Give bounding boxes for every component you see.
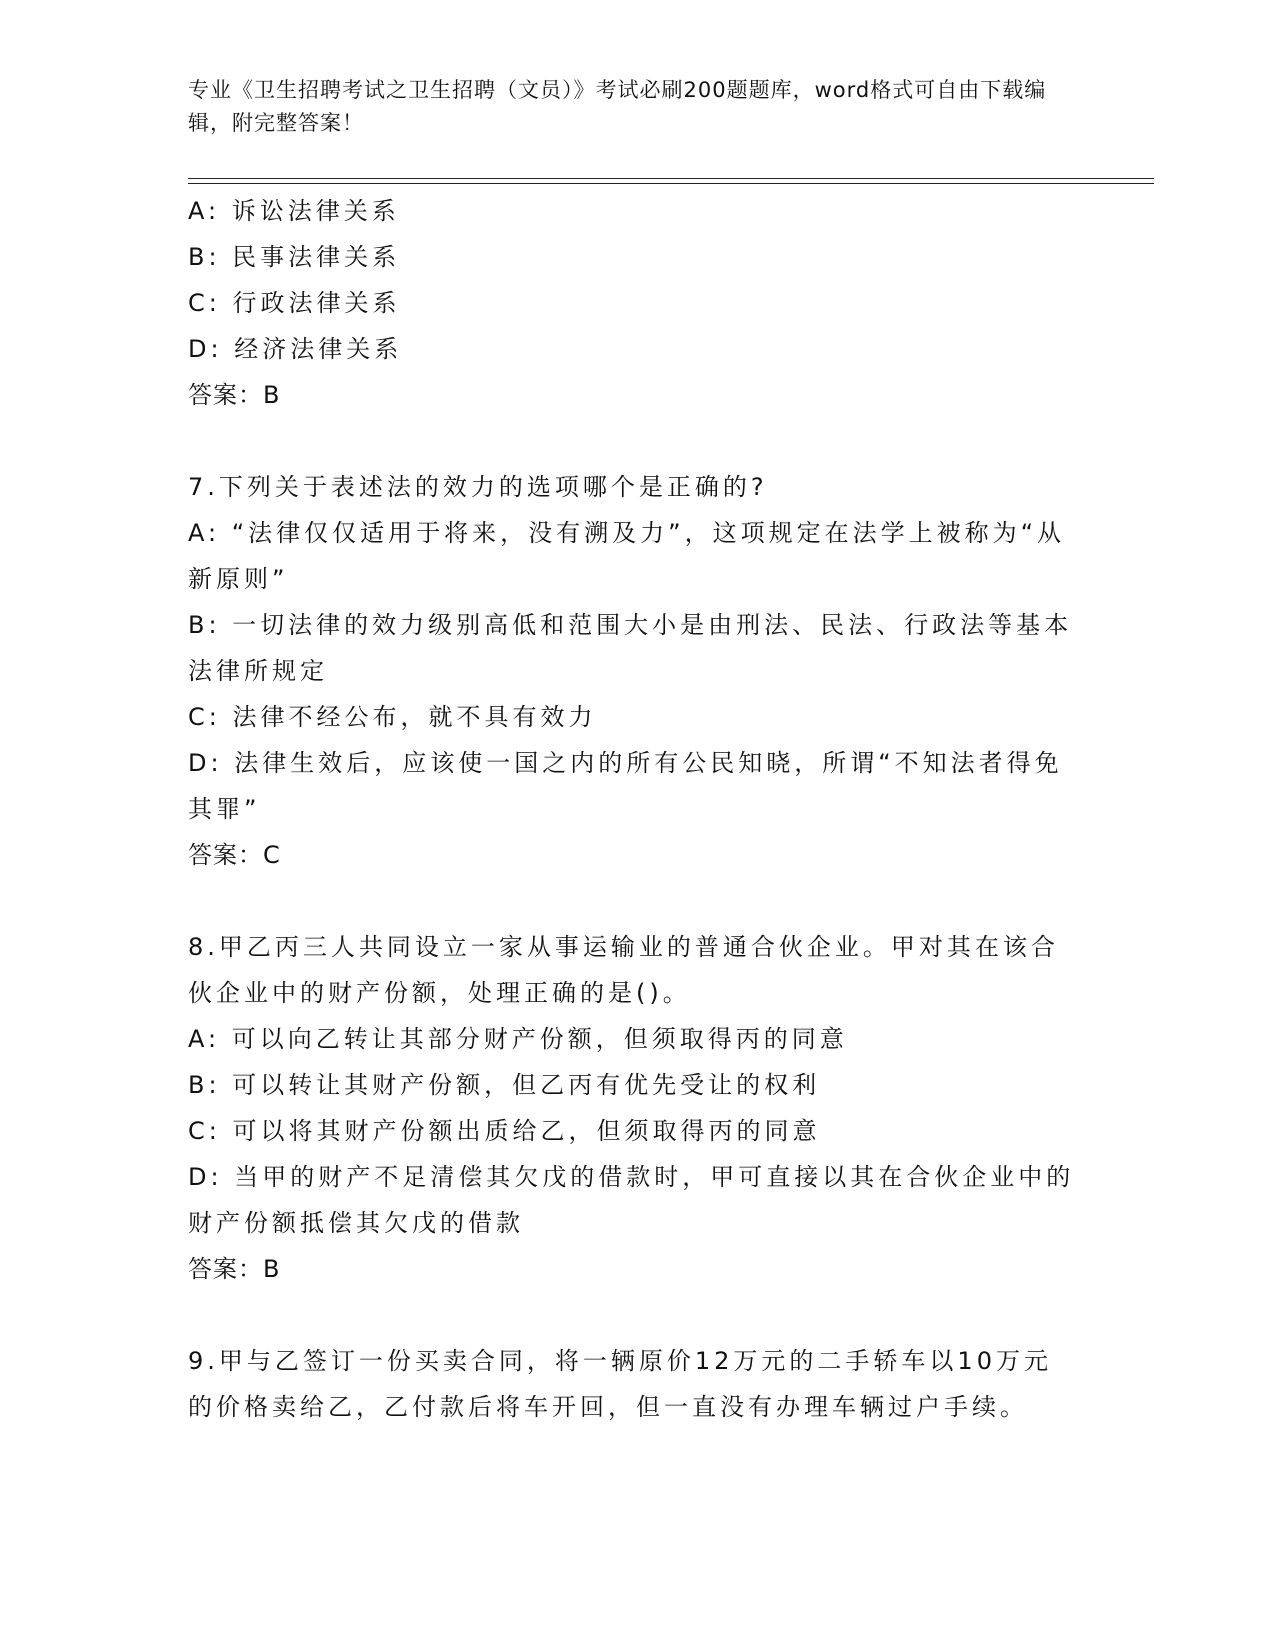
spacer	[188, 1292, 1078, 1338]
q7-question: 7.下列关于表述法的效力的选项哪个是正确的?	[188, 473, 768, 501]
q8-question: 8.甲乙丙三人共同设立一家从事运输业的普通合伙企业。甲对其在该合伙企业中的财产份额，处理正确的是()。	[188, 933, 1059, 1007]
q7-option-d: D: 法律生效后，应该使一国之内的所有公民知晓，所谓“不知法者得免其罪”	[188, 749, 1063, 823]
question-content	[188, 188, 1078, 1430]
header-rule-bottom	[188, 183, 1154, 184]
header-rule-top	[188, 178, 1154, 179]
spacer	[188, 878, 1078, 924]
q8-option-a: A: 可以向乙转让其部分财产份额，但须取得丙的同意	[188, 1025, 848, 1053]
spacer	[188, 418, 1078, 464]
q8-option-b: B: 可以转让其财产份额，但乙丙有优先受让的权利	[188, 1071, 821, 1099]
q6-option-b: B: 民事法律关系	[188, 243, 401, 271]
q9-question: 9.甲与乙签订一份买卖合同，将一辆原价12万元的二手轿车以10万元的价格卖给乙，乙付款后将车开回，但一直没有办理车辆过户手续。	[188, 1347, 1052, 1421]
q7-option-b: B: 一切法律的效力级别高低和范围大小是由刑法、民法、行政法等基本法律所规定	[188, 611, 1073, 685]
q7-answer: 答案：C	[188, 841, 281, 869]
document-header: 专业《卫生招聘考试之卫生招聘（文员）》考试必刷200题题库，word格式可自由下载编辑，附完整答案！	[188, 78, 1047, 135]
q8-option-d: D: 当甲的财产不足清偿其欠戊的借款时，甲可直接以其在合伙企业中的财产份额抵偿其欠戊的借款	[188, 1163, 1075, 1237]
q6-option-a: A: 诉讼法律关系	[188, 197, 400, 225]
q6-answer: 答案：B	[188, 381, 281, 409]
q8-answer: 答案：B	[188, 1255, 281, 1283]
q8-option-c: C: 可以将其财产份额出质给乙，但须取得丙的同意	[188, 1117, 821, 1145]
q6-option-d: D: 经济法律关系	[188, 335, 403, 363]
q7-option-a: A: “法律仅仅适用于将来，没有溯及力”，这项规定在法学上被称为“从新原则”	[188, 519, 1066, 593]
q6-option-c: C: 行政法律关系	[188, 289, 401, 317]
q7-option-c: C: 法律不经公布，就不具有效力	[188, 703, 597, 731]
